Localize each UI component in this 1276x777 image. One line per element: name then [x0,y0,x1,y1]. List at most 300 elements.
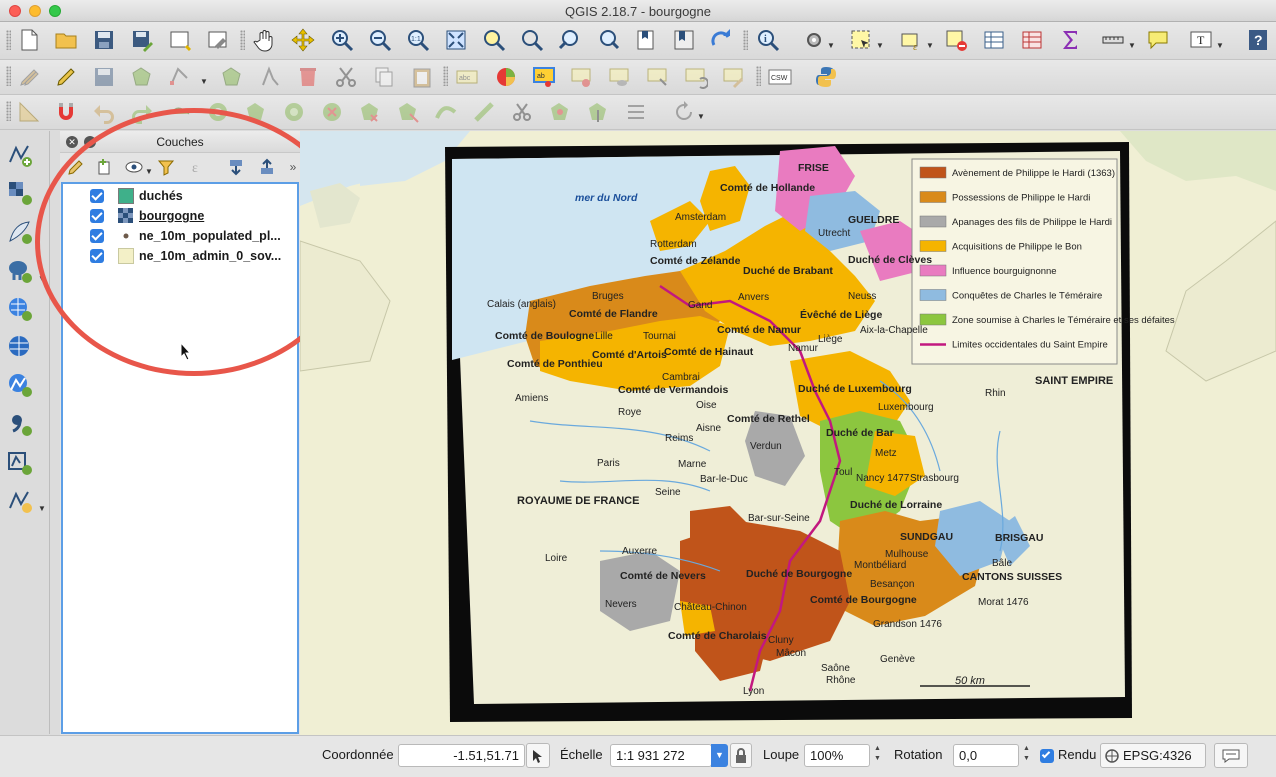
layer-visibility-checkbox[interactable] [90,209,104,223]
split-icon [472,100,496,124]
bookmark-icon [634,28,658,52]
calculator-icon [1020,28,1044,52]
messages-button[interactable] [1214,743,1248,768]
zoom-next-icon [596,28,620,52]
redo-button[interactable] [129,99,155,125]
zoom-last-icon [558,28,582,52]
map-place-label: Genève [880,654,916,665]
zoom-full-button[interactable] [443,27,469,53]
label-royaume-de-france: ROYAUME DE FRANCE [517,495,640,507]
add-wms-layer-button[interactable] [6,295,34,323]
zoom-in-button[interactable] [329,27,355,53]
save-icon [92,28,116,52]
svg-text:ε: ε [192,161,198,176]
map-place-label: Lyon [743,686,765,697]
scale-label: Échelle [560,747,603,762]
new-file-icon [17,28,41,52]
magnifier-spin-buttons[interactable]: ▲ ▼ [874,745,881,762]
paste-features-button[interactable] [409,64,435,90]
show-hide-labels-button[interactable] [607,64,633,90]
map-place-label: Rhin [985,388,1006,399]
map-place-label: Morat 1476 [978,597,1029,608]
map-place-label: Strasbourg [910,473,959,484]
toolbar-manage-layers: ▼ ▼ [0,131,50,734]
comma-icon [7,411,33,437]
add-ring-button[interactable] [205,99,231,125]
identify-features-button[interactable] [755,27,781,53]
svg-text:abc: abc [459,75,471,82]
layer-labeling-button[interactable] [454,64,480,90]
map-place-label: Namur [788,343,819,354]
collapse-all-button[interactable] [256,157,278,177]
window-title: QGIS 2.18.7 - bourgogne [565,4,711,19]
add-postgis-layer-button[interactable] [6,257,34,285]
map-place-label: Comté de Charolais [668,630,767,642]
map-place-label: Luxembourg [878,402,934,413]
message-bubble-icon [1222,749,1240,763]
simplify-icon [168,100,192,124]
map-place-label: Duché de Bourgogne [746,568,853,580]
split-features-button[interactable] [471,99,497,125]
layer-visibility-checkbox[interactable] [90,189,104,203]
simplify-feature-button[interactable] [167,99,193,125]
map-place-label: Lille [595,331,613,342]
merge-attributes-icon [586,100,610,124]
layer-name: duchés [139,189,183,203]
new-vector-icon [7,488,33,514]
add-spatialite-layer-button[interactable] [6,218,34,246]
filter-funnel-icon [157,158,175,176]
rotate-point-symbols-button[interactable] [623,99,649,125]
add-vector-layer-button[interactable] [6,141,34,169]
map-place-label: Comté de Nevers [620,570,706,582]
filter-legend-button[interactable] [155,157,177,177]
svg-text:ab: ab [537,73,545,80]
map-place-label: Amsterdam [675,212,727,223]
open-styling-button[interactable] [65,157,87,177]
map-place-label: Château-Chinon [674,602,747,613]
triangle-ruler-icon [17,100,41,124]
layer-row-admin-sovereignty[interactable] [63,246,297,266]
magnet-icon [54,100,78,124]
zoom-in-icon [330,28,354,52]
paste-icon [410,65,434,89]
copy-features-button[interactable] [371,64,397,90]
refresh-button[interactable] [708,27,734,53]
highlight-labels-button[interactable] [569,64,595,90]
select-rectangle-icon [849,28,873,52]
select-by-expression-button[interactable] [898,27,924,53]
add-virtual-layer-button[interactable] [6,449,34,477]
layer-diagram-button[interactable] [493,64,519,90]
speech-bubble-icon [1146,28,1170,52]
coordinate-label: Coordonnée [322,747,394,762]
map-place-label: Tournai [643,331,676,342]
layers-panel-header [60,131,300,153]
toolbar-advanced-digitizing: ▼ [0,95,1276,130]
virtual-layer-icon [7,450,33,476]
map-place-label: Comté de Boulogne [495,330,595,342]
map-tips-button[interactable] [1145,27,1171,53]
reshape-icon [396,100,420,124]
change-label-button[interactable] [721,64,747,90]
map-place-label: SUNDGAU [900,531,954,543]
offset-curve-icon [434,100,458,124]
merge-icon [548,100,572,124]
node-tool-icon [168,65,192,89]
merge-attributes-button[interactable] [585,99,611,125]
zoom-next-button[interactable] [595,27,621,53]
composer-manager-icon [206,28,230,52]
save-project-button[interactable] [91,27,117,53]
trash-icon [296,65,320,89]
ring-icon [206,100,230,124]
attribute-table-icon [982,28,1006,52]
node-tool-button[interactable] [219,64,245,90]
zoom-native-button[interactable] [405,27,431,53]
map-place-label: Cluny [768,635,794,646]
map-place-label: CANTONS SUISSES [962,571,1063,583]
add-feature-button[interactable] [129,64,155,90]
point-symbol-icon [118,228,134,244]
undo-button[interactable] [91,99,117,125]
zoom-selection-icon [482,28,506,52]
map-place-label: Duché de Bar [826,427,894,439]
title-bar [0,0,1276,22]
eye-icon [125,158,143,176]
svg-text:CSW: CSW [771,75,788,82]
render-checkbox[interactable] [1040,749,1054,763]
move-label-button[interactable] [645,64,671,90]
paintbrush-icon [67,158,85,176]
label-mer-du-nord: mer du Nord [575,192,638,204]
coordinate-toggle-button[interactable] [526,743,550,768]
pencils-icon [17,65,41,89]
expression-filter-icon [190,158,208,176]
align-icon [624,100,648,124]
map-place-label: Anvers [738,292,770,303]
raster-layer-icon [7,180,33,206]
python-icon [814,65,838,89]
zoom-last-button[interactable] [557,27,583,53]
measure-line-button[interactable] [1100,27,1126,53]
map-place-label: Comté de Bourgogne [810,594,917,606]
pan-map-button[interactable] [252,27,278,53]
legend-swatch [920,167,946,178]
change-label-icon [722,65,746,89]
pan-arrows-icon [291,28,315,52]
zoom-to-selection-button[interactable] [481,27,507,53]
map-place-label: Besançon [870,579,915,590]
mouse-cursor-icon [530,748,546,764]
show-bookmarks-button[interactable] [671,27,697,53]
zoom-full-icon [444,28,468,52]
map-place-label: Saône [821,663,850,674]
lock-scale-button[interactable] [730,743,752,768]
magnifier-field[interactable]: 100% [804,744,870,767]
wcs-globe-icon [7,334,33,360]
map-place-label: Calais (anglais) [487,299,556,310]
crs-status-button[interactable] [1100,743,1206,768]
map-place-label: Aisne [696,423,722,434]
expand-all-button[interactable] [225,157,247,177]
new-shapefile-layer-button[interactable] [6,487,34,515]
map-place-label: Metz [875,448,897,459]
zoom-out-button[interactable] [367,27,393,53]
refresh-icon [709,28,733,52]
map-place-label: Roye [618,407,642,418]
text-annotation-icon [1189,28,1213,52]
new-project-button[interactable] [16,27,42,53]
undo-icon [92,100,116,124]
pan-to-selection-button[interactable] [290,27,316,53]
map-place-label: Seine [655,487,681,498]
add-part-button[interactable] [243,99,269,125]
layer-row-populated-places[interactable] [63,226,297,246]
advanced-digitizing-button[interactable] [16,99,42,125]
crs-value: EPSG:4326 [1123,748,1192,763]
map-place-label: Auxerre [622,546,658,557]
layer-tree [61,182,299,734]
legend-label: Avènement de Philippe le Hardi (1363) [952,168,1116,179]
action-gear-icon [802,28,826,52]
map-place-label: Grandson 1476 [873,619,942,630]
magnifier-label: Loupe [763,747,800,762]
legend-swatch [920,314,946,325]
manage-visibility-button[interactable] [123,157,145,177]
svg-text:i: i [764,34,767,45]
scissors-icon [334,65,358,89]
map-place-label: Duché de Luxembourg [798,383,912,395]
layer-row-bourgogne[interactable] [63,206,297,226]
legend-swatch [920,290,946,301]
map-place-label: Comté de Hollande [720,182,816,194]
map-place-label: Rhône [826,675,856,686]
pencil-icon [54,65,78,89]
rotation-spin-buttons[interactable]: ▲ ▼ [1023,745,1030,762]
deselect-all-button[interactable] [943,27,969,53]
map-place-label: Nevers [605,599,637,610]
toggle-editing-button[interactable] [53,64,79,90]
map-place-label: Bruges [592,291,624,302]
bookmarks-icon [672,28,696,52]
layers-panel-toolbar: ▼ ε » [60,153,300,181]
add-group-icon [96,158,114,176]
legend-swatch [920,192,946,203]
delete-ring-button[interactable] [319,99,345,125]
delete-part-button[interactable] [357,99,383,125]
add-wcs-layer-button[interactable] [6,333,34,361]
snapping-button[interactable] [53,99,79,125]
fill-ring-icon [282,100,306,124]
legend-swatch [920,241,946,252]
map-place-label: Loire [545,553,568,564]
svg-text:1:1: 1:1 [411,36,421,43]
delete-features-button[interactable] [295,64,321,90]
select-features-button[interactable] [848,27,874,53]
ruler-icon [1101,28,1125,52]
label-pin-icon [532,65,556,89]
add-raster-layer-button[interactable] [6,179,34,207]
map-place-label: Rotterdam [650,239,697,250]
filter-by-expression-button[interactable] [188,157,210,177]
map-place-label: Verdun [750,441,782,452]
map-place-label: Toul [834,467,853,478]
new-print-composer-button[interactable] [167,27,193,53]
render-label: Rendu [1058,747,1097,762]
map-place-label: GUELDRE [848,214,900,226]
help-button[interactable] [1245,27,1271,53]
panel-close-button[interactable]: ✕ [66,136,78,148]
save-as-button[interactable] [129,27,155,53]
svg-text:?: ? [1254,32,1263,48]
scale-combobox[interactable]: 1:1 931 272 [610,744,712,767]
rotation-field[interactable]: 0,0 [953,744,1019,767]
map-place-label: Bar-le-Duc [700,474,748,485]
more-tools-chevron-icon[interactable]: » [289,160,297,174]
add-group-button[interactable] [94,157,116,177]
map-place-label: Montbéliard [854,560,907,571]
delete-ring-icon [320,100,344,124]
status-bar [0,735,1276,777]
move-label-icon [646,65,670,89]
map-place-label: Gand [688,300,713,311]
fill-ring-button[interactable] [281,99,307,125]
map-place-label: Mâcon [776,648,807,659]
highlight-label-icon [570,65,594,89]
map-place-label: Paris [597,458,620,469]
zoom-layer-icon [520,28,544,52]
legend-swatch [920,265,946,276]
rotate-feature-button[interactable] [671,99,697,125]
delete-selected-button[interactable] [257,64,283,90]
add-polygon-icon [130,65,154,89]
lock-icon [734,748,748,764]
text-annotation-button[interactable] [1188,27,1214,53]
legend-label: Apanages des fils de Philippe le Hardi [952,217,1113,228]
offset-curve-button[interactable] [433,99,459,125]
eye-label-icon [608,65,632,89]
add-wfs-layer-button[interactable] [6,371,34,399]
map-place-label: Mulhouse [885,549,929,560]
open-project-button[interactable] [53,27,79,53]
svg-text:ε: ε [913,42,918,52]
statistical-summary-button[interactable] [1057,27,1083,53]
map-place-label: Amiens [515,393,549,404]
map-place-label: Reims [665,433,694,444]
python-console-button[interactable] [813,64,839,90]
print-composer-icon [168,28,192,52]
legend-label: Possessions de Philippe le Hardi [952,192,1091,204]
new-bookmark-button[interactable] [633,27,659,53]
zoom-to-layer-button[interactable] [519,27,545,53]
map-place-label: Comté de Vermandois [618,384,729,396]
current-edits-button[interactable] [16,64,42,90]
label-saint-empire: SAINT EMPIRE [1035,375,1114,387]
toolbar-file-navigation: 1:1 i ▼ ▼ ε ▼ ▼ T ▼ ? [0,22,1276,60]
map-place-label: Évêché de Liège [800,309,883,321]
layers-panel [60,131,300,735]
composer-manager-button[interactable] [205,27,231,53]
vertex-icon [220,65,244,89]
toolbar-editing-labels: ▼ abc ab CSW [0,60,1276,95]
map-place-label: Comté de Hainaut [664,346,754,358]
pie-chart-icon [494,65,518,89]
redo-icon [130,100,154,124]
save-edits-icon [92,65,116,89]
sigma-icon [1058,28,1082,52]
map-place-label: Aix-la-Chapelle [860,325,928,336]
save-layer-edits-button[interactable] [91,64,117,90]
cut-features-button[interactable] [333,64,359,90]
layers-panel-title: Couches [156,135,204,149]
layer-visibility-checkbox[interactable] [90,229,104,243]
zoom-out-icon [368,28,392,52]
split-parts-button[interactable] [509,99,535,125]
folder-icon [54,28,78,52]
map-place-label: Nancy 1477 [856,473,910,484]
reshape-features-button[interactable] [395,99,421,125]
layer-name: ne_10m_admin_0_sov... [139,249,282,263]
map-place-label: Duché de Clèves [848,254,933,266]
add-delimited-text-layer-button[interactable] [6,410,34,438]
split-parts-icon [510,100,534,124]
scale-dropdown-chevron-icon[interactable]: ▼ [711,744,728,767]
map-place-label: FRISE [798,162,829,174]
run-feature-action-button[interactable] [801,27,827,53]
map-svg[interactable] [300,131,1276,735]
map-place-label: BRISGAU [995,532,1044,544]
scale-bar-label: 50 km [955,675,985,687]
map-canvas[interactable] [300,131,1276,735]
map-place-label: Comté de Namur [717,324,802,336]
pin-labels-button[interactable] [531,64,557,90]
raster-symbol-icon [118,208,134,224]
coordinate-field[interactable]: -1.51,51.71 [398,744,525,767]
map-place-label: Comté de Ponthieu [507,358,603,370]
map-place-label: Duché de Brabant [743,265,833,277]
map-place-label: Duché de Lorraine [850,499,943,511]
merge-features-button[interactable] [547,99,573,125]
vertex-tool-icon [258,65,282,89]
rotate-label-icon [684,65,708,89]
map-place-label: Marne [678,459,707,470]
map-place-label: Bar-sur-Seine [748,513,810,524]
crs-globe-icon [1105,749,1119,763]
add-part-icon [244,100,268,124]
legend-label: Influence bourguignonne [952,266,1057,277]
postgis-elephant-icon [7,258,33,284]
map-place-label: Comté de Zélande [650,255,741,267]
map-place-label: Oise [696,400,717,411]
expand-all-icon [227,158,245,176]
add-csw-button[interactable] [767,64,793,90]
spatialite-feather-icon [7,219,33,245]
rotate-label-button[interactable] [683,64,709,90]
layer-row-duches[interactable] [63,186,297,206]
layer-name: ne_10m_populated_pl... [139,229,281,243]
open-attribute-table-button[interactable] [981,27,1007,53]
mouse-pointer-icon [180,342,192,360]
map-place-label: Bâle [992,558,1013,569]
move-feature-button[interactable] [167,64,193,90]
map-place-label: Comté de Flandre [569,308,658,320]
map-place-label: Liège [818,334,843,345]
wms-globe-icon [7,296,33,322]
field-calculator-button[interactable] [1019,27,1045,53]
legend-label: Zone soumise à Charles le Téméraire et ses défaites [952,315,1175,326]
layer-visibility-checkbox[interactable] [90,249,104,263]
